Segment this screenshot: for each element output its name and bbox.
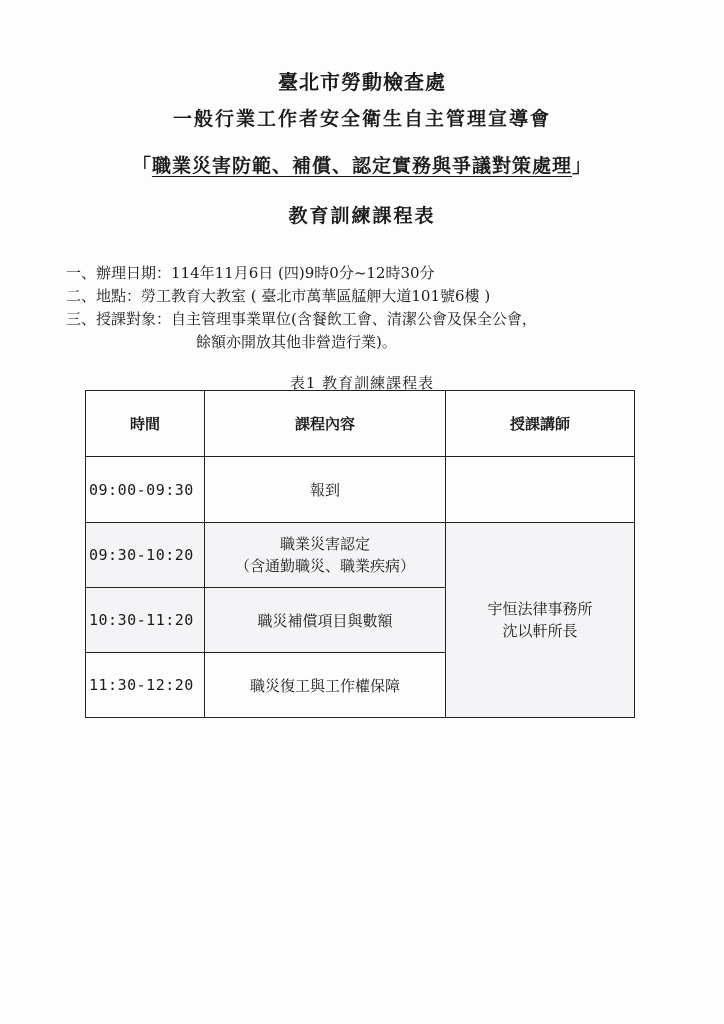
row-lecturer-empty <box>446 457 635 523</box>
info-date: 一、辦理日期：114年11月6日 (四)9時0分~12時30分 <box>66 264 435 282</box>
row-time: 09:00-09:30 <box>86 457 205 523</box>
agency-title: 臺北市勞動檢查處 <box>278 70 446 94</box>
row-time: 10:30-11:20 <box>86 588 205 653</box>
schedule-table <box>85 390 635 718</box>
row-time: 11:30-12:20 <box>86 653 205 718</box>
row-content: 職災補償項目與數額 <box>205 588 446 653</box>
theme-title <box>0 151 724 178</box>
table-header-row <box>86 391 635 457</box>
row-content: 報到 <box>205 457 446 523</box>
lecturer-name: 沈以軒所長 <box>502 622 578 640</box>
row-content-line2: （含通勤職災、職業疾病） <box>234 557 415 575</box>
lecturer-cell <box>446 523 635 718</box>
info-place: 二、地點：勞工教育大教室 ( 臺北市萬華區艋舺大道101號6樓 ) <box>66 287 491 305</box>
document-title: 教育訓練課程表 <box>288 205 436 227</box>
theme-text: 職業災害防範、補償、認定實務與爭議對策處理 <box>151 155 572 177</box>
theme-open-bracket: 「 <box>131 155 152 177</box>
table-row <box>86 523 635 588</box>
table-row <box>86 457 635 523</box>
row-content: 職災復工與工作權保障 <box>205 653 446 718</box>
lecturer-org: 宇恒法律事務所 <box>487 600 593 618</box>
header-lecturer: 授課講師 <box>446 391 635 457</box>
theme-close-bracket: 」 <box>572 155 593 177</box>
table-caption: 表1 教育訓練課程表 <box>289 374 435 392</box>
event-title: 一般行業工作者安全衛生自主管理宣導會 <box>172 108 551 130</box>
info-target: 三、授課對象：自主管理事業單位(含餐飲工會、清潔公會及保全公會， <box>66 310 537 328</box>
row-content <box>205 523 446 588</box>
header-content: 課程內容 <box>205 391 446 457</box>
row-content-line1: 職業災害認定 <box>279 535 370 553</box>
header-time: 時間 <box>86 391 205 457</box>
row-time: 09:30-10:20 <box>86 523 205 588</box>
info-target-continued: 餘額亦開放其他非營造行業)。 <box>196 333 397 351</box>
